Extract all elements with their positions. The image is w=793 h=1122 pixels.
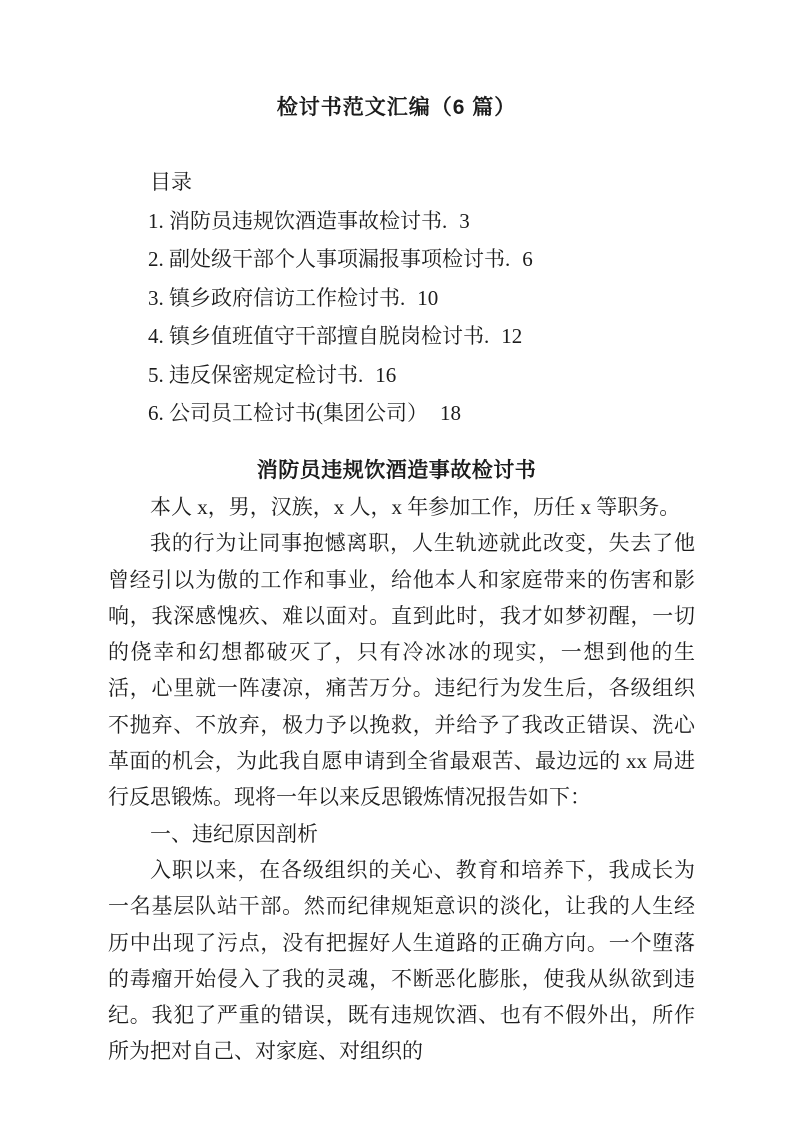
document-body	[108, 489, 695, 1070]
toc-heading: 目录	[150, 170, 192, 194]
body-paragraph: 本人 x，男，汉族，x 人，x 年参加工作，历任 x 等职务。	[150, 495, 681, 519]
toc-item	[108, 356, 695, 394]
toc-item-page-number: 3	[459, 209, 470, 233]
body-paragraph: 我的行为让同事抱憾离职，人生轨迹就此改变，失去了他曾经引以为傲的工作和事业，给他本人和家庭带来的伤害和影响，我深感愧疚、难以面对。直到此时，我才如梦初醒，一切的侥幸和幻想都破灭了，只有冷冰冰的现实，一想到他的生活，心里就一阵凄凉，痛苦万分。违纪行为发生后，各级组织不抛弃、不放弃，极力予以挽救，并给予了我改正错误、洗心革面的机会，为此我自愿申请到全省最艰苦、最边远的 xx 局进行反思锻炼。现将一年以来反思锻炼情况报告如下：	[108, 531, 695, 810]
body-paragraph: 入职以来，在各级组织的关心、教育和培养下，我成长为一名基层队站干部。然而纪律规矩意识的淡化，让我的人生经历中出现了污点，没有把握好人生道路的正确方向。一个堕落的毒瘤开始侵入了我的灵魂，不断恶化膨胀，使我从纵欲到违纪。我犯了严重的错误，既有违规饮酒、也有不假外出，所作所为把对自己、对家庭、对组织的	[108, 857, 695, 1064]
document-title: 检讨书范文汇编（6 篇）	[276, 96, 517, 119]
toc-item	[108, 394, 695, 432]
toc-item-label: 2. 副处级干部个人事项漏报事项检讨书.	[148, 247, 511, 272]
toc-item-page-number: 10	[417, 285, 439, 310]
toc-item-page-number: 6	[522, 247, 533, 272]
toc-item-page-number: 12	[501, 324, 523, 349]
toc-item-label: 1. 消防员违规饮酒造事故检讨书.	[148, 209, 448, 233]
section-heading: 消防员违规饮酒造事故检讨书	[256, 459, 537, 482]
toc-item	[108, 240, 695, 278]
toc-item-page-number: 16	[375, 362, 397, 387]
toc-item-label: 4. 镇乡值班值守干部擅自脱岗检讨书.	[148, 324, 490, 349]
toc-item-label: 3. 镇乡政府信访工作检讨书.	[148, 285, 406, 310]
toc-item	[108, 202, 695, 240]
toc-item-label: 6. 公司员工检讨书(集团公司）	[148, 401, 428, 426]
toc-item	[108, 317, 695, 355]
table-of-contents	[108, 202, 695, 432]
toc-item	[108, 279, 695, 317]
toc-item-label: 5. 违反保密规定检讨书.	[148, 362, 364, 387]
toc-item-page-number: 18	[440, 401, 461, 426]
body-paragraph: 一、违纪原因剖析	[150, 821, 318, 846]
